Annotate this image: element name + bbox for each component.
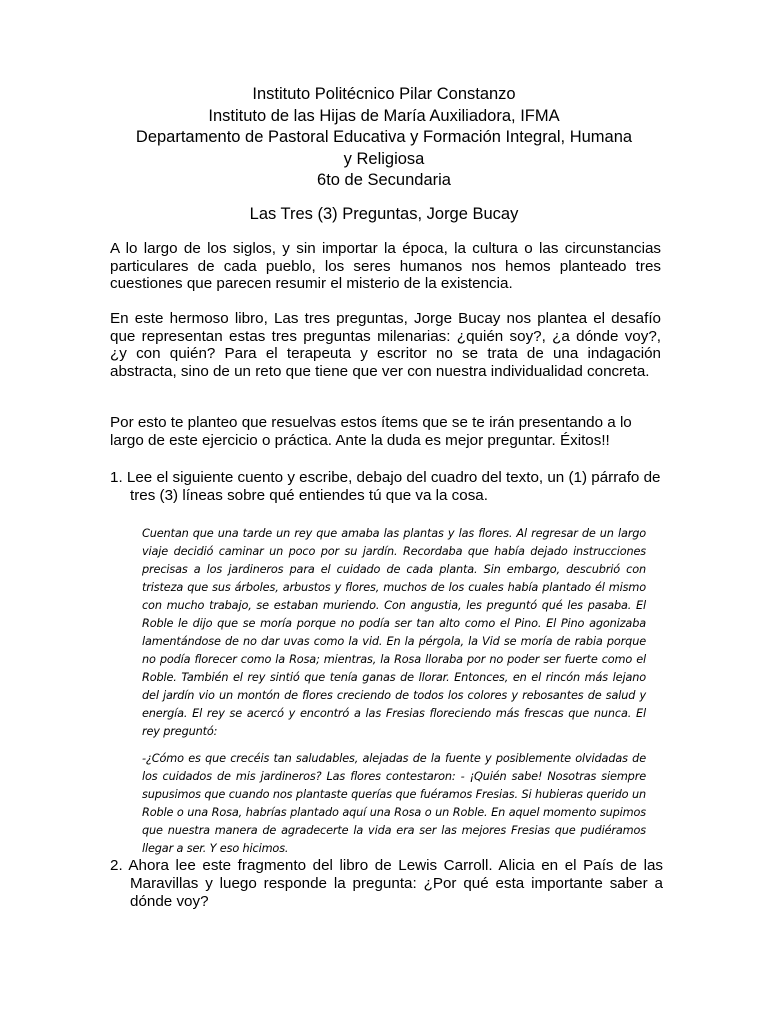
story-paragraph-2: -¿Cómo es que crecéis tan saludables, alejadas de la fuente y posiblemente olvidadas de los cuidados de mis jardineros? Las flores contestaron: - ¡Quién sabe! Nosotras siempre supusimos que cuando nos plantaste querías que fuéramos Fresias. Si hubieras querido un Roble o una Rosa, habrías plantado aquí una Rosa o un Roble. En aquel momento supimos que nuestra manera de agradecerte la vida era ser las mejores Fresias que pudiéramos llegar a ser. Y eso hicimos.	[142, 752, 646, 855]
header-line-department-cont: y Religiosa	[343, 149, 425, 168]
intro-paragraph-2: En este hermoso libro, Las tres preguntas, Jorge Bucay nos plantea el desafío que representan estas tres preguntas milenarias: ¿quién soy?, ¿a dónde voy?, ¿y con quién? Para el terapeuta y escritor no se trata de una indagación abstracta, sino de un reto que tiene que ver con nuestra individualidad concreta.	[110, 310, 661, 380]
exercise-item-1: 1. Lee el siguiente cuento y escribe, debajo del cuadro del texto, un (1) párrafo de tres (3) líneas sobre qué entiendes tú que va la cosa.	[110, 469, 661, 504]
institution-header	[100, 84, 668, 192]
intro-paragraph-1: A lo largo de los siglos, y sin importar la época, la cultura o las circunstancias particulares de cada pueblo, los seres humanos nos hemos planteado tres cuestiones que parecen resumir el misterio de la existencia.	[110, 240, 661, 293]
header-line-institute: Instituto Politécnico Pilar Constanzo	[252, 85, 516, 103]
header-line-department: Departamento de Pastoral Educativa y Formación Integral, Humana	[135, 128, 633, 146]
exercise-item-2: 2. Ahora lee este fragmento del libro de Lewis Carroll. Alicia en el País de las Maravillas y luego responde la pregunta: ¿Por qué esta importante saber a dónde voy?	[110, 857, 663, 910]
header-line-congregation: Instituto de las Hijas de María Auxiliadora, IFMA	[208, 106, 560, 125]
story-paragraph-1: Cuentan que una tarde un rey que amaba las plantas y las flores. Al regresar de un largo viaje decidió caminar un poco por su jardín. Recordaba que había dejado instrucciones precisas a los jardineros para el cuidado de cada planta. Sin embargo, descubrió con tristeza que sus árboles, arbustos y flores, muchos de los cuales había plantado él mismo con mucho trabajo, se estaban muriendo. Con angustia, les preguntó qué les pasaba. El Roble le dijo que se moría porque no podía ser tan alto como el Pino. El Pino agonizaba lamentándose de no dar uvas como la vid. En la pérgola, la Vid se moría de rabia porque no podía florecer como la Rosa; mientras, la Rosa lloraba por no poder ser fuerte como el Roble. También el rey sintió que tenía ganas de llorar. Entonces, en el rincón más lejano del jardín vio un montón de flores creciendo de todos los colores y rebosantes de salud y energía. El rey se acercó y encontró a las Fresias floreciendo más frescas que nunca. El rey preguntó:	[142, 527, 646, 738]
document-title: Las Tres (3) Preguntas, Jorge Bucay	[249, 205, 519, 223]
header-line-grade: 6to de Secundaria	[317, 171, 451, 189]
intro-paragraph-3: Por esto te planteo que resuelvas estos ítems que se te irán presentando a lo largo de este ejercicio o práctica. Ante la duda es mejor preguntar. Éxitos!!	[110, 414, 632, 449]
